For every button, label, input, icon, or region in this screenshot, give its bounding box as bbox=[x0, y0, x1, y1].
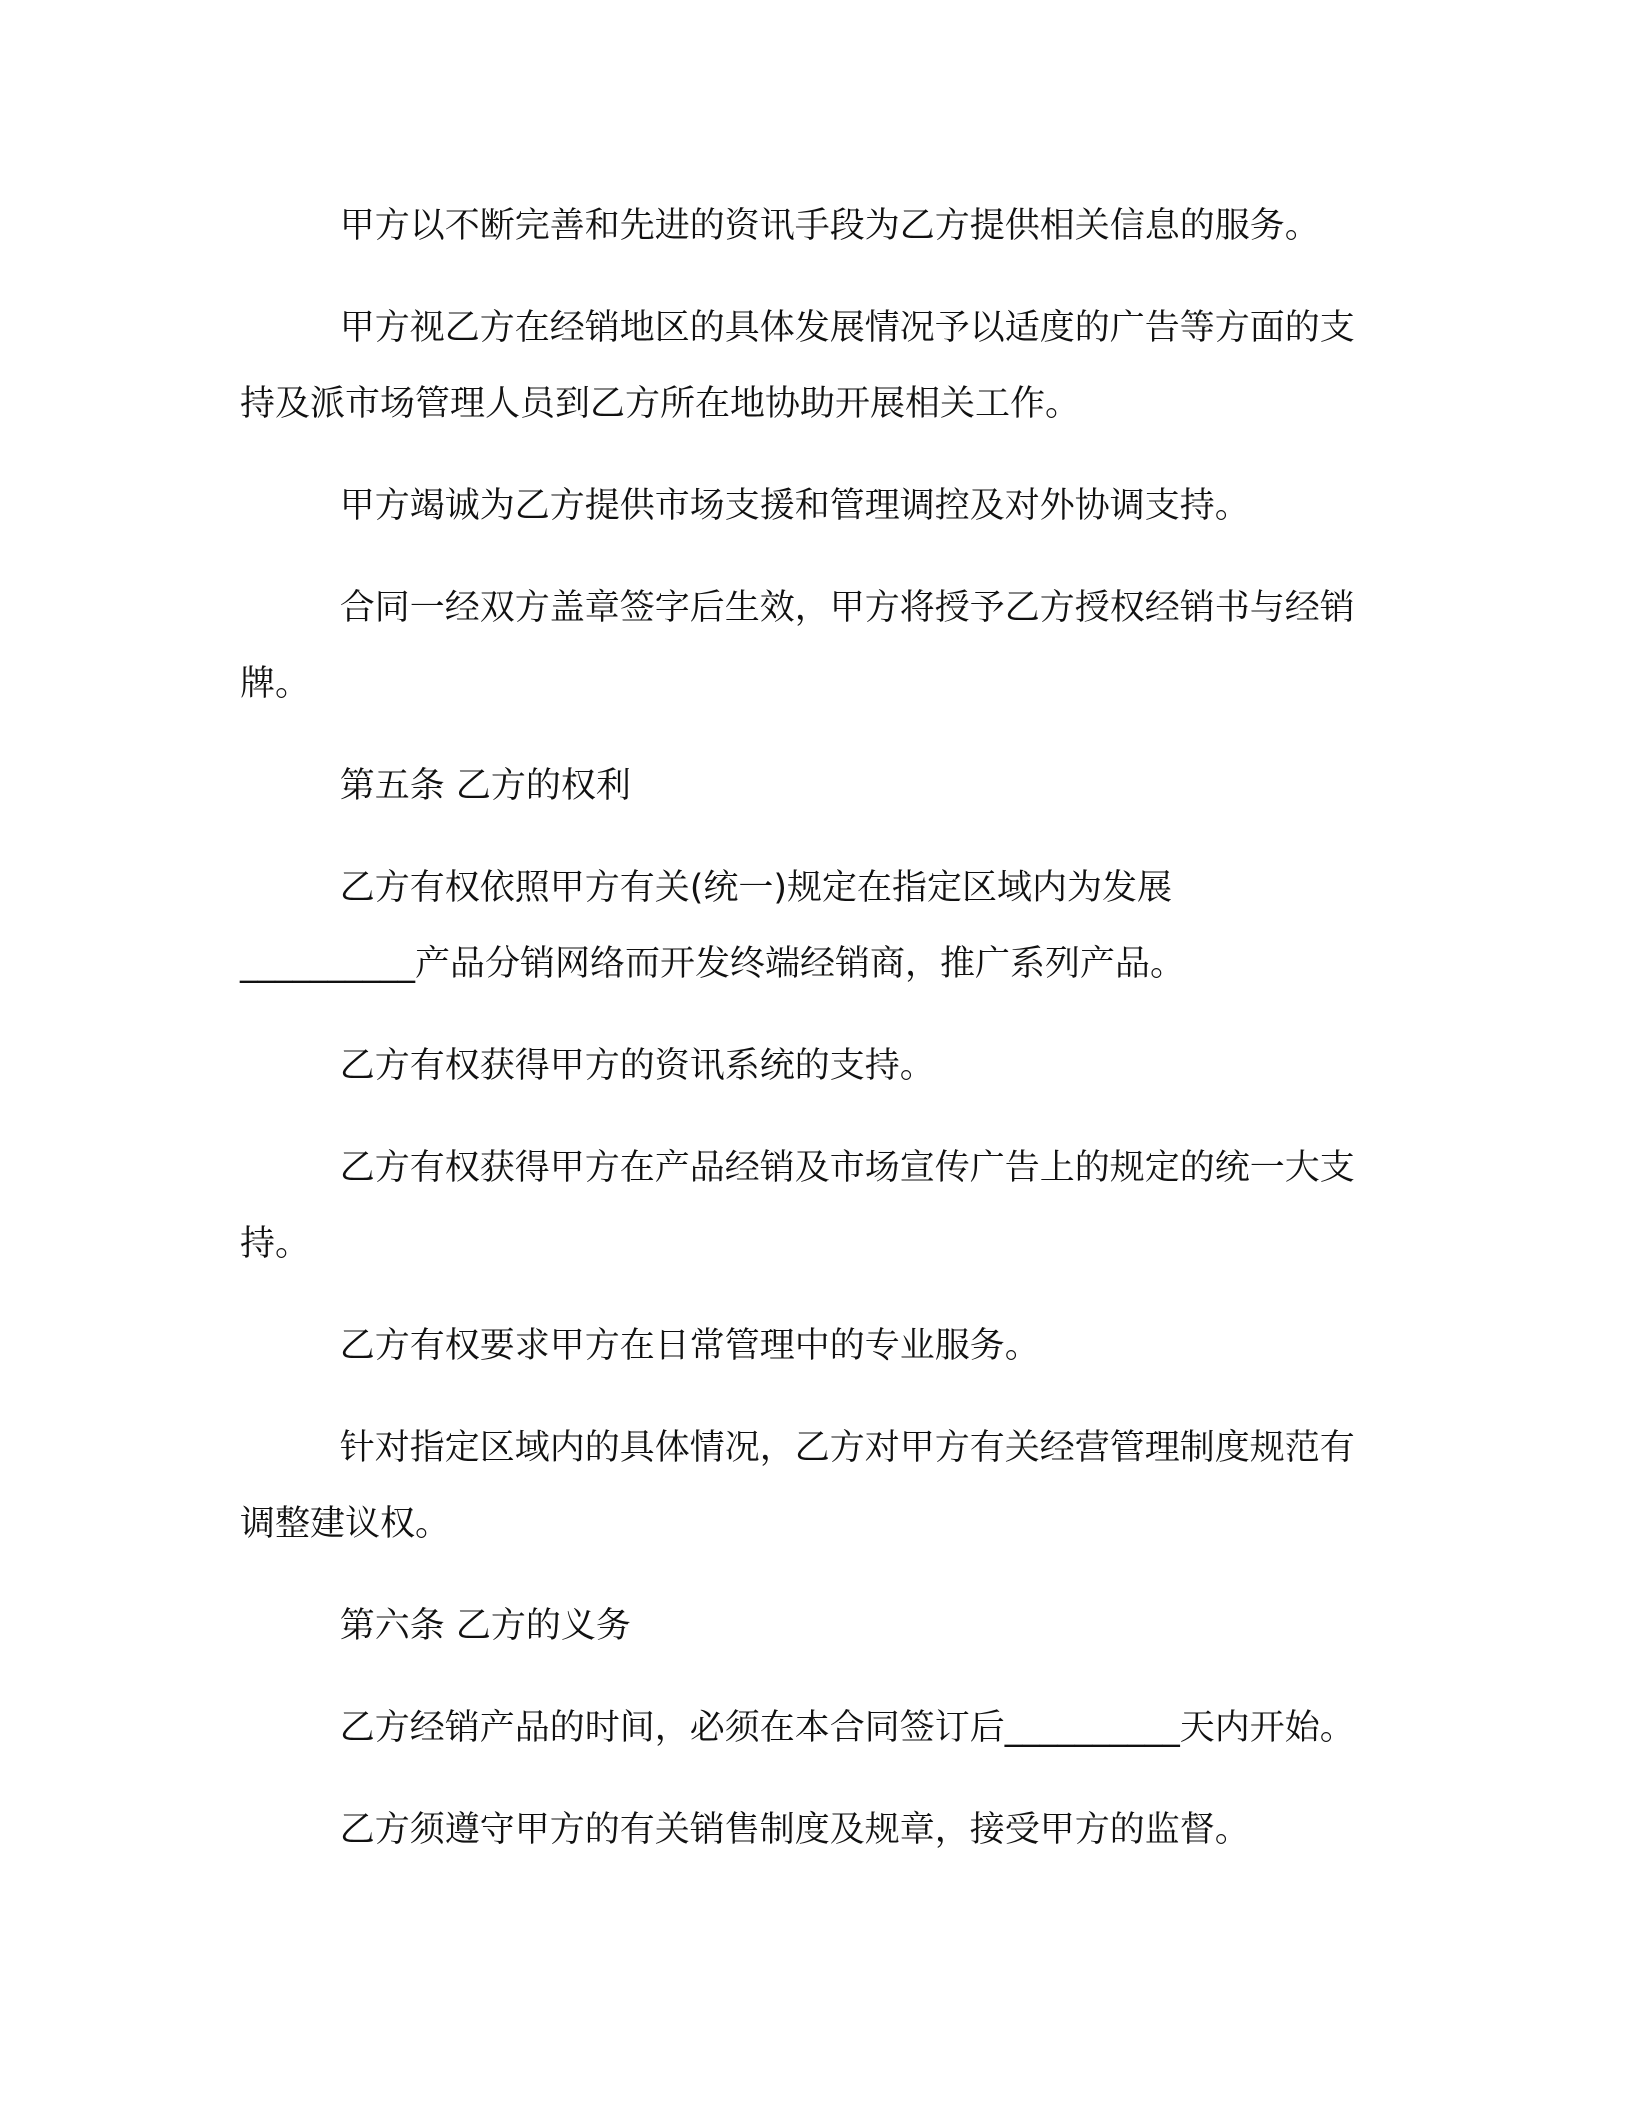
paragraph-right-suggestion: 针对指定区域内的具体情况，乙方对甲方有关经营管理制度规范有调整建议权。 bbox=[240, 1428, 1355, 1544]
paragraph-right-info-system: 乙方有权获得甲方的资讯系统的支持。 bbox=[339, 1046, 935, 1086]
paragraph-right-distribution-line2: __________产品分销网络而开发终端经销商，推广系列产品。 bbox=[240, 944, 1186, 984]
paragraph-market-support: 甲方竭诚为乙方提供市场支援和管理调控及对外协调支持。 bbox=[339, 486, 1250, 526]
paragraph-duty-start-time: 乙方经销产品的时间，必须在本合同签订后__________天内开始。 bbox=[339, 1708, 1355, 1748]
paragraph-right-ad-support: 乙方有权获得甲方在产品经销及市场宣传广告上的规定的统一大支持。 bbox=[240, 1148, 1355, 1264]
heading-article-6: 第六条 乙方的义务 bbox=[339, 1606, 631, 1646]
paragraph-info-service: 甲方以不断完善和先进的资讯手段为乙方提供相关信息的服务。 bbox=[339, 206, 1320, 246]
paragraph-ad-support: 甲方视乙方在经销地区的具体发展情况予以适度的广告等方面的支持及派市场管理人员到乙方所在地协助开展相关工作。 bbox=[240, 308, 1355, 424]
paragraph-duty-comply: 乙方须遵守甲方的有关销售制度及规章，接受甲方的监督。 bbox=[339, 1810, 1250, 1850]
paragraph-contract-effect: 合同一经双方盖章签字后生效，甲方将授予乙方授权经销书与经销牌。 bbox=[240, 588, 1355, 704]
paragraph-right-distribution-line1: 乙方有权依照甲方有关(统一)规定在指定区域内为发展 bbox=[339, 868, 1173, 908]
paragraph-right-service: 乙方有权要求甲方在日常管理中的专业服务。 bbox=[339, 1326, 1040, 1366]
paragraph-right-distribution bbox=[240, 850, 1370, 1002]
heading-article-5: 第五条 乙方的权利 bbox=[339, 766, 631, 806]
document-body bbox=[240, 188, 1370, 1894]
